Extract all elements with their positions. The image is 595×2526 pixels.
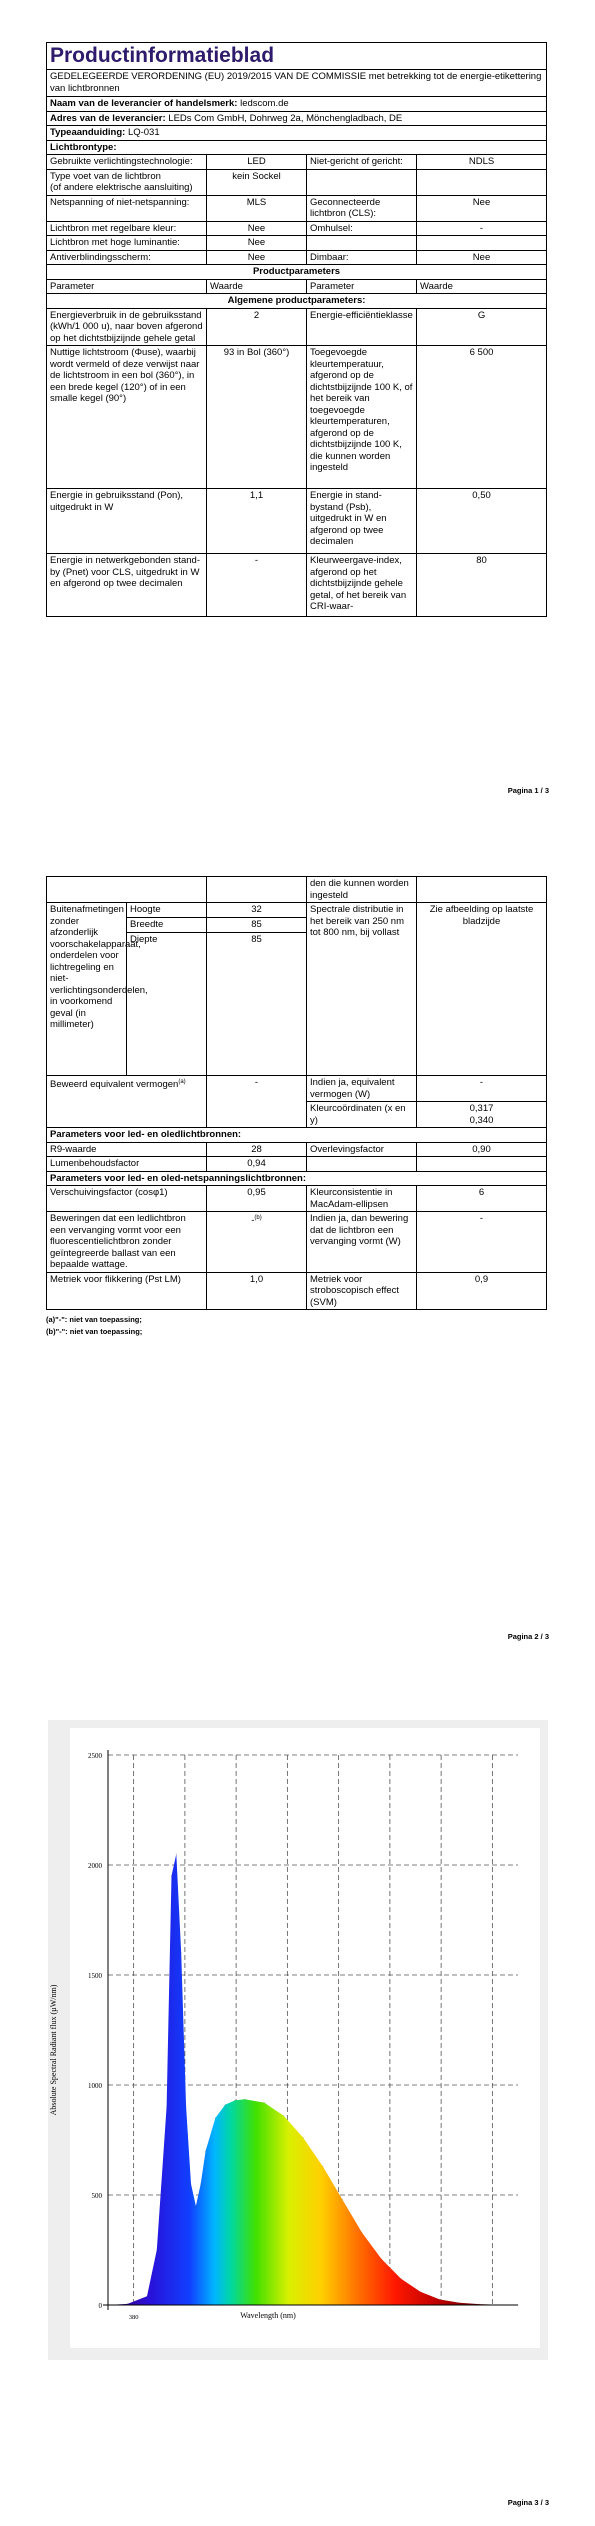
y-axis-label: Absolute Spectral Radiant flux (µW/nm) bbox=[49, 1984, 58, 2116]
y-tick-label: 1000 bbox=[88, 2082, 102, 2090]
spectrum-point bbox=[342, 2199, 343, 2200]
x-tick-label: 380 bbox=[128, 2314, 139, 2321]
type-value: LQ-031 bbox=[127, 127, 160, 138]
y-tick-label: 2000 bbox=[88, 1862, 102, 1870]
equivalent-power-value: - bbox=[207, 1076, 307, 1128]
cell: Nee bbox=[417, 250, 547, 265]
spectrum-point bbox=[186, 2106, 187, 2107]
cell: Gebruikte verlichtingstechnologie: bbox=[47, 155, 207, 170]
spectrum-point bbox=[361, 2232, 362, 2233]
fluorescent-label: Beweringen dat een ledlichtbron een vervanging vormt voor een fluorescentielichtbron zonder geïntegreerde ballast van een bepaalde wattage. bbox=[47, 1212, 207, 1273]
survival-value: 0,90 bbox=[417, 1142, 547, 1157]
page-3 bbox=[0, 1720, 595, 2526]
spectrum-point bbox=[244, 2099, 245, 2100]
macadam-value: 6 bbox=[417, 1186, 547, 1212]
cell: G bbox=[417, 308, 547, 346]
r9-value: 28 bbox=[207, 1142, 307, 1157]
chromaticity-label: Kleurcoördinaten (x en y) bbox=[307, 1102, 417, 1128]
cell: - bbox=[417, 221, 547, 236]
depth-label: Diepte bbox=[127, 933, 207, 1076]
cell bbox=[417, 169, 547, 195]
cell: Dimbaar: bbox=[307, 250, 417, 265]
cell: - bbox=[207, 554, 307, 617]
spectral-distribution-chart bbox=[48, 1720, 548, 2360]
fluorescent-value-text: - bbox=[251, 1215, 255, 1227]
cell: 0,50 bbox=[417, 489, 547, 554]
continued-text: den die kunnen worden ingesteld bbox=[307, 877, 417, 903]
footnote-a-marker: (a) bbox=[178, 1079, 186, 1085]
lumen-label: Lumenbehoudsfactor bbox=[47, 1157, 207, 1172]
spectrum-point bbox=[166, 2106, 167, 2107]
page-1 bbox=[0, 0, 595, 820]
stroboscopic-value: 0,9 bbox=[417, 1272, 547, 1310]
cell: kein Sockel bbox=[207, 169, 307, 195]
cell: Lichtbron met regelbare kleur: bbox=[47, 221, 207, 236]
spectrum-point bbox=[225, 2104, 226, 2105]
cell: Omhulsel: bbox=[307, 221, 417, 236]
cell bbox=[307, 236, 417, 251]
shift-value: 0,95 bbox=[207, 1186, 307, 1212]
footnote-a: (a)"-": niet van toepassing; bbox=[46, 1315, 142, 1324]
cell-empty bbox=[307, 1157, 417, 1172]
equivalent-power-label bbox=[47, 1076, 207, 1128]
cell: 1,1 bbox=[207, 489, 307, 554]
spectrum-point bbox=[156, 2249, 157, 2250]
product-params-heading: Productparameters bbox=[47, 265, 547, 280]
lightsource-type-heading: Lichtbrontype: bbox=[47, 140, 547, 155]
spectrum-point bbox=[181, 1952, 182, 1953]
width-value: 85 bbox=[207, 918, 307, 933]
info-sheet-top bbox=[46, 42, 546, 617]
cell: Antiverblindingsscherm: bbox=[47, 250, 207, 265]
cell: Nee bbox=[417, 195, 547, 221]
spectrum-point bbox=[205, 2150, 206, 2151]
cell: 6 500 bbox=[417, 346, 547, 489]
cell-empty bbox=[417, 877, 547, 903]
page-2 bbox=[0, 870, 595, 1670]
cell: Energie in gebruiksstand (Pon), uitgedrukt in W bbox=[47, 489, 207, 554]
fluorescent-value bbox=[207, 1212, 307, 1273]
cell bbox=[307, 169, 417, 195]
cell: Netspanning of niet-netspanning: bbox=[47, 195, 207, 221]
stroboscopic-label: Metriek voor stroboscopisch effect (SVM) bbox=[307, 1272, 417, 1310]
chromaticity-x: 0,317 bbox=[469, 1103, 494, 1114]
cell: LED bbox=[207, 155, 307, 170]
cell: Nee bbox=[207, 221, 307, 236]
survival-label: Overlevingsfactor bbox=[307, 1142, 417, 1157]
footnote-b: (b)"-": niet van toepassing; bbox=[46, 1327, 143, 1336]
depth-value: 85 bbox=[207, 933, 307, 1076]
cell: Nuttige lichtstroom (Φuse), waarbij wordt vermeld of deze verwijst naar de lichtstroom in een bol (360°), in een brede kegel (120°) of in een smalle kegel (90°) bbox=[47, 346, 207, 489]
equivalent-watt-label: Indien ja, equivalent vermogen (W) bbox=[307, 1076, 417, 1102]
chromaticity-y: 0,340 bbox=[469, 1114, 494, 1126]
mains-params-heading: Parameters voor led- en oled-netspanningslichtbronnen: bbox=[47, 1171, 547, 1186]
height-value: 32 bbox=[207, 903, 307, 918]
equivalent-power-text: Beweerd equivalent vermogen bbox=[50, 1079, 179, 1091]
cell: Energie in stand-bystand (Psb), uitgedrukt in W en afgerond op twee decimalen bbox=[307, 489, 417, 554]
cell: MLS bbox=[207, 195, 307, 221]
spectrum-point bbox=[439, 2299, 440, 2300]
spectrum-point bbox=[459, 2302, 460, 2303]
type-row bbox=[47, 126, 547, 141]
cell: 93 in Bol (360°) bbox=[207, 346, 307, 489]
flicker-value: 1,0 bbox=[207, 1272, 307, 1310]
cell: Energie in netwerkgebonden stand-by (Pnet) voor CLS, uitgedrukt in W en afgerond op twee decimalen bbox=[47, 554, 207, 617]
spectrum-point bbox=[322, 2166, 323, 2167]
height-label: Hoogte bbox=[127, 903, 207, 918]
shift-label: Verschuivingsfactor (cosφ1) bbox=[47, 1186, 207, 1212]
cell: Toegevoegde kleurtemperatuur, afgerond op de dichtstbijzijnde 100 K, of het bereik van toegevoegde kleurtemperaturen, afgerond op de dichtstbijzijnde 100 K, die kunnen worden ingesteld bbox=[307, 346, 417, 489]
supplier-row bbox=[47, 97, 547, 112]
cell: Geconnecteerde lichtbron (CLS): bbox=[307, 195, 417, 221]
cell: Kleurweergave-index, afgerond op het dichtstbijzijnde gehele getal, of het bereik van CRI-waar- bbox=[307, 554, 417, 617]
cell: Energie-efficiëntieklasse bbox=[307, 308, 417, 346]
col-header-value-2: Waarde bbox=[417, 279, 547, 294]
spectrum-point bbox=[264, 2102, 265, 2103]
spectrum-point bbox=[176, 1853, 177, 1854]
r9-label: R9-waarde bbox=[47, 1142, 207, 1157]
spectrum-point bbox=[400, 2278, 401, 2279]
info-sheet-continued bbox=[46, 876, 546, 1338]
y-tick-label: 500 bbox=[91, 2192, 102, 2200]
address-row bbox=[47, 111, 547, 126]
spectrum-point bbox=[283, 2115, 284, 2116]
spectrum-point bbox=[171, 1875, 172, 1876]
width-label: Breedte bbox=[127, 918, 207, 933]
x-axis-label: Wavelength (nm) bbox=[240, 2311, 296, 2320]
equivalent-watt-value: - bbox=[417, 1076, 547, 1102]
cell: 80 bbox=[417, 554, 547, 617]
replacement-label: Indien ja, dan bewering dat de lichtbron een vervanging vormt (W) bbox=[307, 1212, 417, 1273]
sheet-title: Productinformatieblad bbox=[47, 43, 547, 70]
flicker-label: Metriek voor flikkering (Pst LM) bbox=[47, 1272, 207, 1310]
product-info-table-1 bbox=[46, 42, 547, 617]
spectrum-point bbox=[215, 2117, 216, 2118]
cell: Energieverbruik in de gebruiksstand (kWh/1 000 u), naar boven afgerond op het dichtstbijzijnde gehele getal bbox=[47, 308, 207, 346]
spectrum-point bbox=[146, 2296, 147, 2297]
address-label: Adres van de leverancier: bbox=[50, 112, 166, 124]
y-tick-label: 1500 bbox=[88, 1972, 102, 1980]
cell-empty bbox=[417, 1157, 547, 1172]
spectrum-point bbox=[195, 2205, 196, 2206]
supplier-value: ledscom.de bbox=[240, 98, 289, 109]
spectral-label: Spectrale distributie in het bereik van 250 nm tot 800 nm, bij vollast bbox=[307, 903, 417, 1076]
cell-empty bbox=[207, 877, 307, 903]
general-params-heading: Algemene productparameters: bbox=[47, 294, 547, 309]
spectral-value: Zie afbeelding op laatste bladzijde bbox=[417, 903, 547, 1076]
cell: Nee bbox=[207, 250, 307, 265]
cell: NDLS bbox=[417, 155, 547, 170]
y-tick-label: 0 bbox=[98, 2302, 102, 2310]
col-header-parameter-2: Parameter bbox=[307, 279, 417, 294]
supplier-label: Naam van de leverancier of handelsmerk: bbox=[50, 98, 238, 109]
cell: Lichtbron met hoge luminantie: bbox=[47, 236, 207, 251]
lumen-value: 0,94 bbox=[207, 1157, 307, 1172]
chromaticity-value bbox=[417, 1102, 547, 1128]
page-number: Pagina 3 / 3 bbox=[507, 2498, 549, 2507]
regulation-text: GEDELEGEERDE VERORDENING (EU) 2019/2015 VAN DE COMMISSIE met betrekking tot de energie-etikettering van lichtbronnen bbox=[47, 70, 547, 97]
footnote-b-marker: (b) bbox=[254, 1215, 262, 1221]
spectrum-point bbox=[420, 2291, 421, 2292]
cell: Niet-gericht of gericht: bbox=[307, 155, 417, 170]
led-params-heading: Parameters voor led- en oledlichtbronnen: bbox=[47, 1128, 547, 1143]
spectrum-point bbox=[200, 2183, 201, 2184]
cell: Type voet van de lichtbron (of andere elektrische aansluiting) bbox=[47, 169, 207, 195]
page-number: Pagina 2 / 3 bbox=[507, 1632, 549, 1641]
cell: Nee bbox=[207, 236, 307, 251]
col-header-value: Waarde bbox=[207, 279, 307, 294]
macadam-label: Kleurconsistentie in MacAdam-ellipsen bbox=[307, 1186, 417, 1212]
col-header-parameter: Parameter bbox=[47, 279, 207, 294]
spectrum-point bbox=[190, 2183, 191, 2184]
page-number: Pagina 1 / 3 bbox=[507, 786, 549, 795]
y-tick-label: 2500 bbox=[88, 1752, 102, 1760]
cell-empty bbox=[47, 877, 207, 903]
replacement-value: - bbox=[417, 1212, 547, 1273]
type-label: Typeaanduiding: bbox=[50, 127, 126, 138]
dimensions-label: Buitenafmetingen zonder afzonderlijk voorschakelapparaat, onderdelen voor lichtregeling en niet-verlichtingsonderdelen, in voorkomend geval (in millimeter) bbox=[47, 903, 127, 1076]
address-value: LEDs Com GmbH, Dohrweg 2a, Mönchengladbach, DE bbox=[168, 112, 403, 124]
product-info-table-2 bbox=[46, 876, 547, 1310]
spectrum-point bbox=[303, 2137, 304, 2138]
cell bbox=[417, 236, 547, 251]
cell: 2 bbox=[207, 308, 307, 346]
spectrum-point bbox=[127, 2303, 128, 2304]
spectrum-point bbox=[381, 2258, 382, 2259]
spectrum-point bbox=[234, 2100, 235, 2101]
